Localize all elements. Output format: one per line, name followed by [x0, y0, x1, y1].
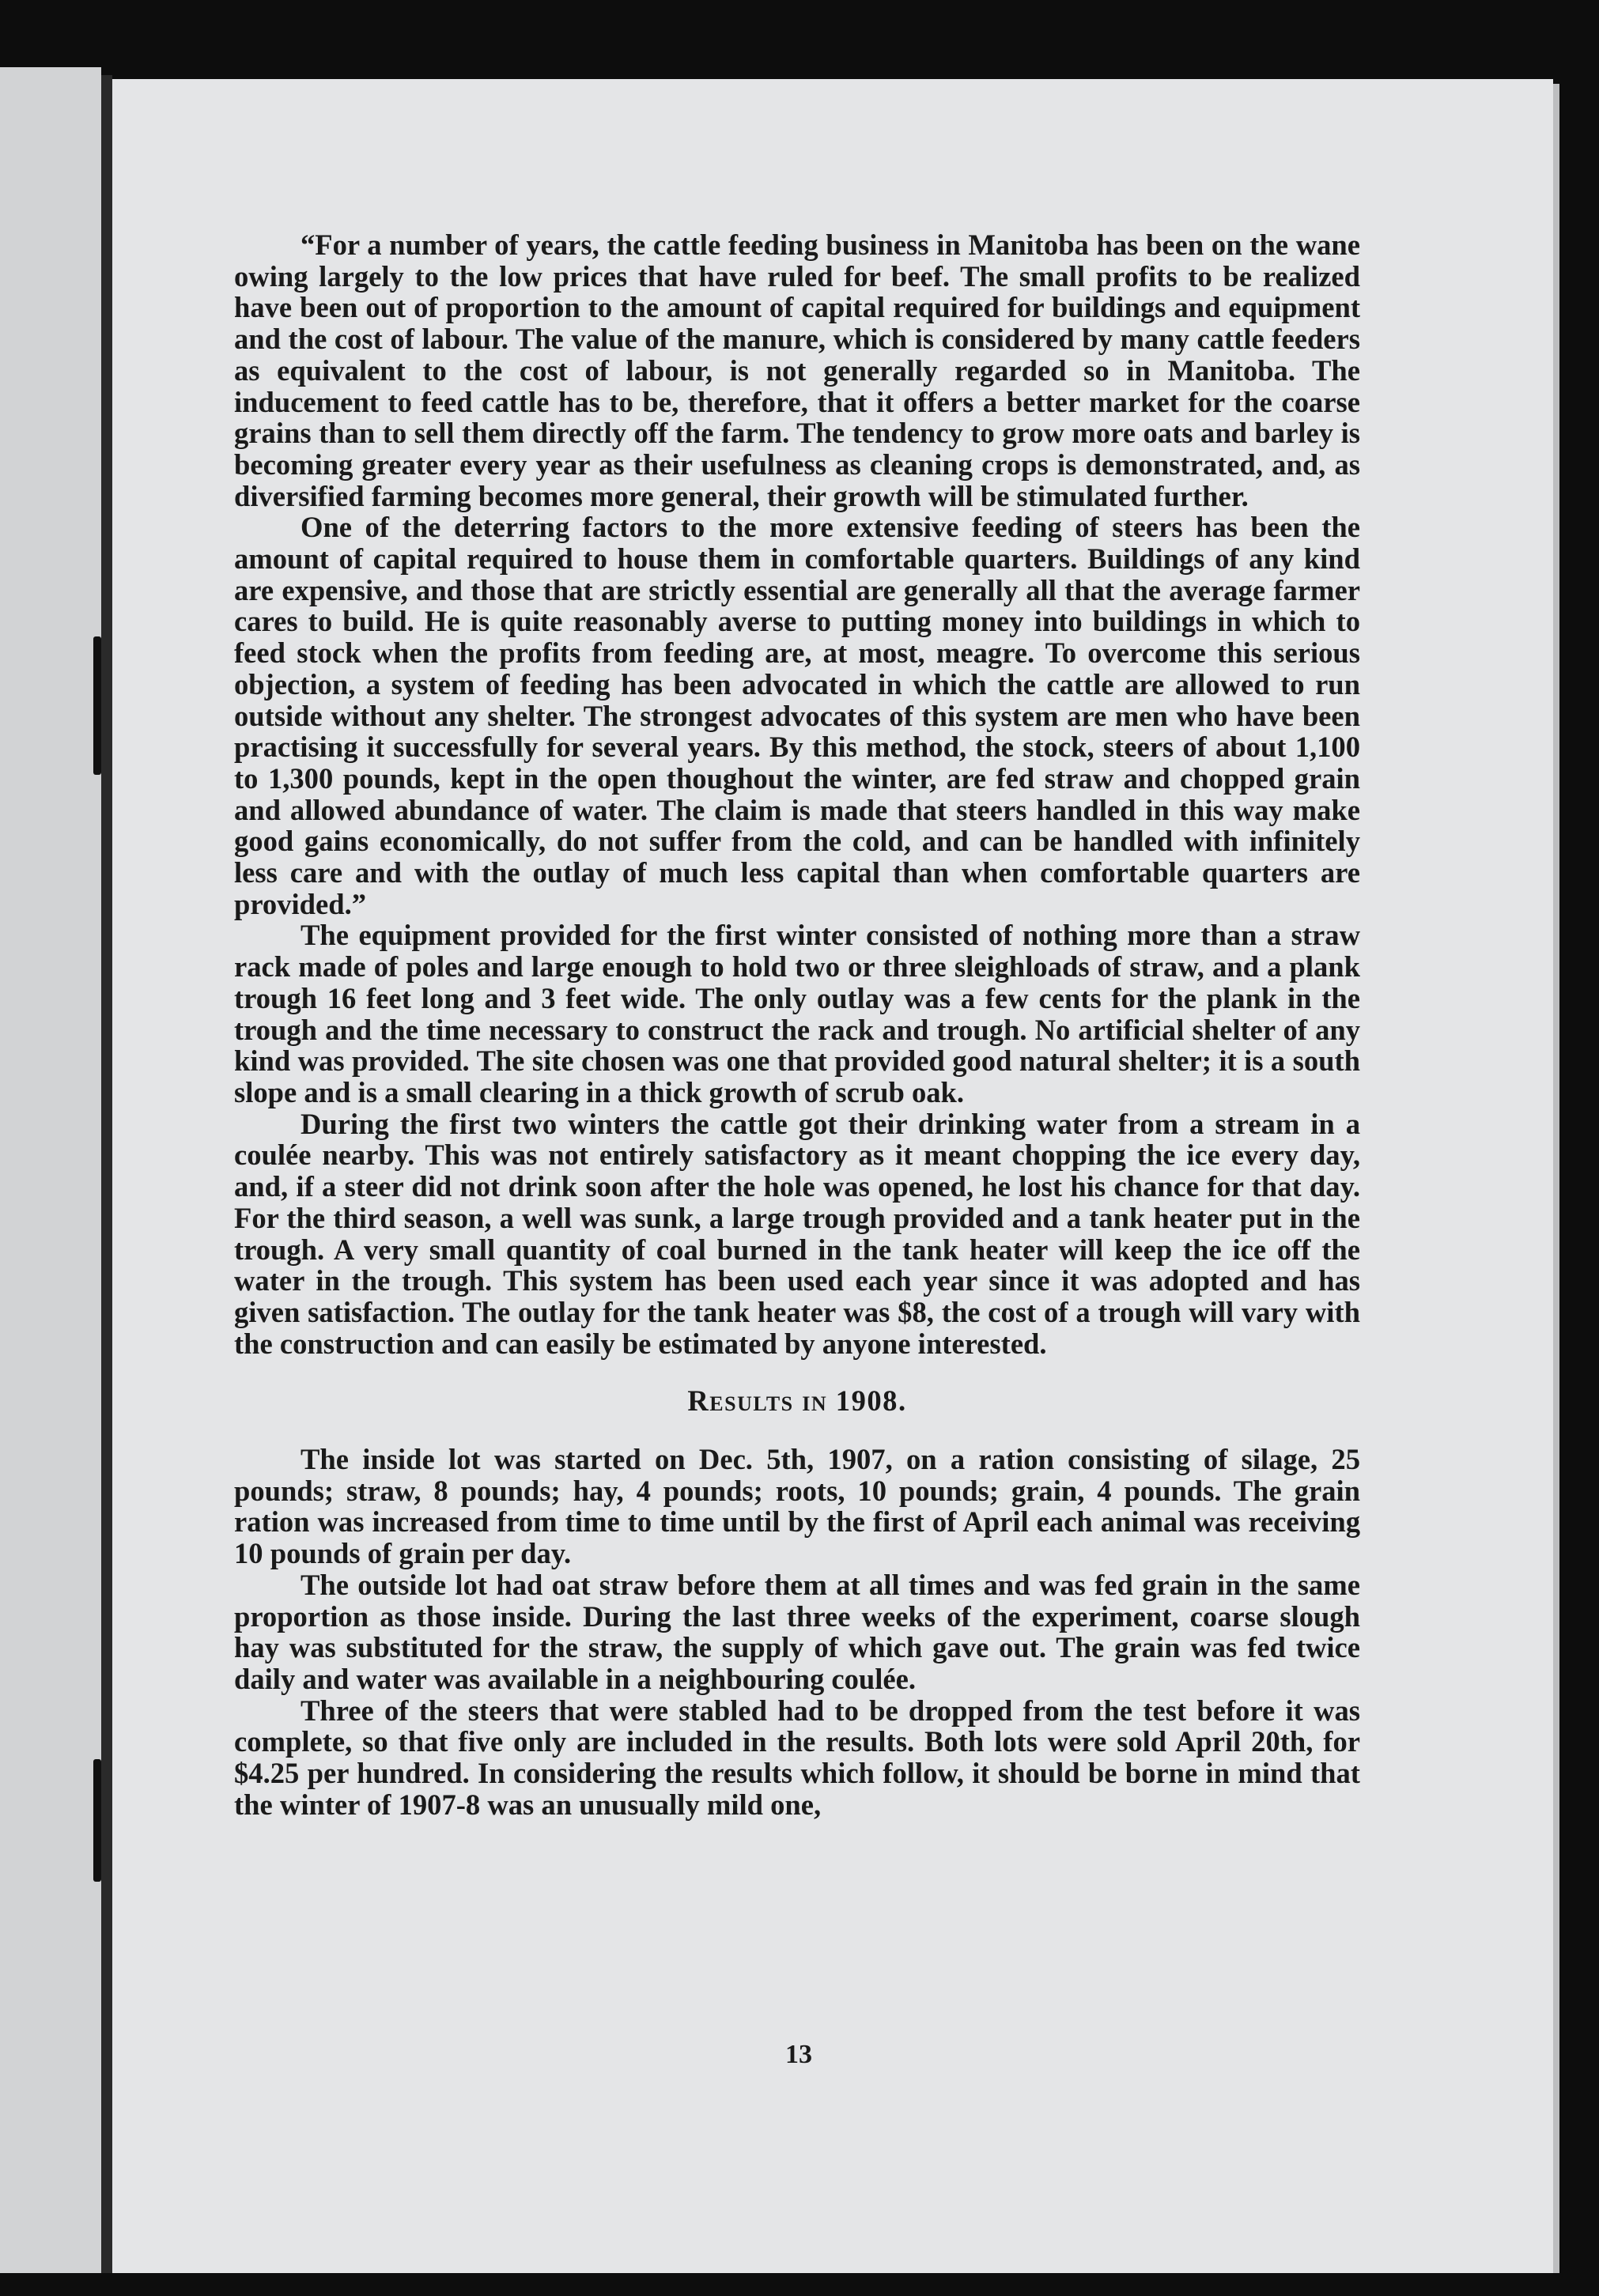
previous-page-edge	[0, 67, 101, 2273]
paragraph: One of the deterring factors to the more extensive feeding of steers has been the amount of capital required to house them in comfortable quarters. Buildings of any kind are expensive, and those that are strictly essential are generally all that the average farmer cares to build. He is quite reasonably averse to putting money into buildings in which to feed stock when the profits from feeding are, at most, meagre. To overcome this serious objection, a system of feeding has been advocated in which the cattle are allowed to run outside without any shelter. The strongest advocates of this system are men who have been practising it successfully for several years. By this method, the stock, steers of about 1,100 to 1,300 pounds, kept in the open thoughout the winter, are fed straw and chopped grain and allowed abundance of water. The claim is made that steers handled in this way make good gains economically, do not suffer from the cold, and can be handled with infinitely less care and with the outlay of much less capital than when comfortable quarters are provided.”	[234, 511, 1360, 920]
paragraph: Three of the steers that were stabled had to be dropped from the test before it was complete, so that five only are included in the results. Both lots were sold April 20th, for $4.25 per hundred. In considering the results which follow, it should be borne in mind that the winter of 1907-8 was an unusually mild one,	[234, 1694, 1360, 1821]
body-text	[234, 229, 1360, 1820]
paragraph: During the first two winters the cattle got their drinking water from a stream in a coulée nearby. This was not entirely satisfactory as it meant chopping the ice every day, and, if a steer did not drink soon after the hole was opened, he lost his chance for that day. For the third season, a well was sunk, a large trough provided and a tank heater put in the trough. A very small quantity of coal burned in the tank heater will keep the ice off the water in the trough. This system has been used each year since it was adopted and has given satisfaction. The outlay for the tank heater was $8, the cost of a trough will vary with the construction and can easily be estimated by anyone interested.	[234, 1107, 1360, 1360]
binding-mark	[93, 636, 101, 775]
paragraph: The inside lot was started on Dec. 5th, 1907, on a ration consisting of silage, 25 pounds; straw, 8 pounds; hay, 4 pounds; roots, 10 pounds; grain, 4 pounds. The grain ration was increased from time to time until by the first of April each animal was receiving 10 pounds of grain per day.	[234, 1443, 1360, 1570]
book-spine	[101, 75, 112, 2273]
page-number: 13	[785, 2040, 812, 2069]
paragraph: “For a number of years, the cattle feeding business in Manitoba has been on the wane owing largely to the low prices that have ruled for beef. The small profits to be realized have been out of proportion to the amount of capital required for buildings and equipment and the cost of labour. The value of the manure, which is considered by many cattle feeders as equivalent to the cost of labour, is not generally regarded so in Manitoba. The inducement to feed cattle has to be, therefore, that it offers a better market for the coarse grains than to sell them directly off the farm. The tendency to grow more oats and barley is becoming greater every year as their usefulness as cleaning crops is demonstrated, and, as diversified farming becomes more general, their growth will be stimulated further.	[234, 228, 1360, 512]
page-edge	[1553, 84, 1559, 2273]
section-heading: Results in 1908.	[687, 1384, 907, 1418]
paragraph: The outside lot had oat straw before them at all times and was fed grain in the same proportion as those inside. During the last three weeks of the experiment, coarse slough hay was substituted for the straw, the supply of which gave out. The grain was fed twice daily and water was available in a neighbouring coulée.	[234, 1568, 1360, 1695]
paragraph: The equipment provided for the first winter consisted of nothing more than a straw rack made of poles and large enough to hold two or three sleighloads of straw, and a plank trough 16 feet long and 3 feet wide. The only outlay was a few cents for the plank in the trough and the time necessary to construct the rack and trough. No artificial shelter of any kind was provided. The site chosen was one that provided good natural shelter; it is a south slope and is a small clearing in a thick growth of scrub oak.	[234, 919, 1360, 1108]
binding-mark	[93, 1759, 101, 1882]
